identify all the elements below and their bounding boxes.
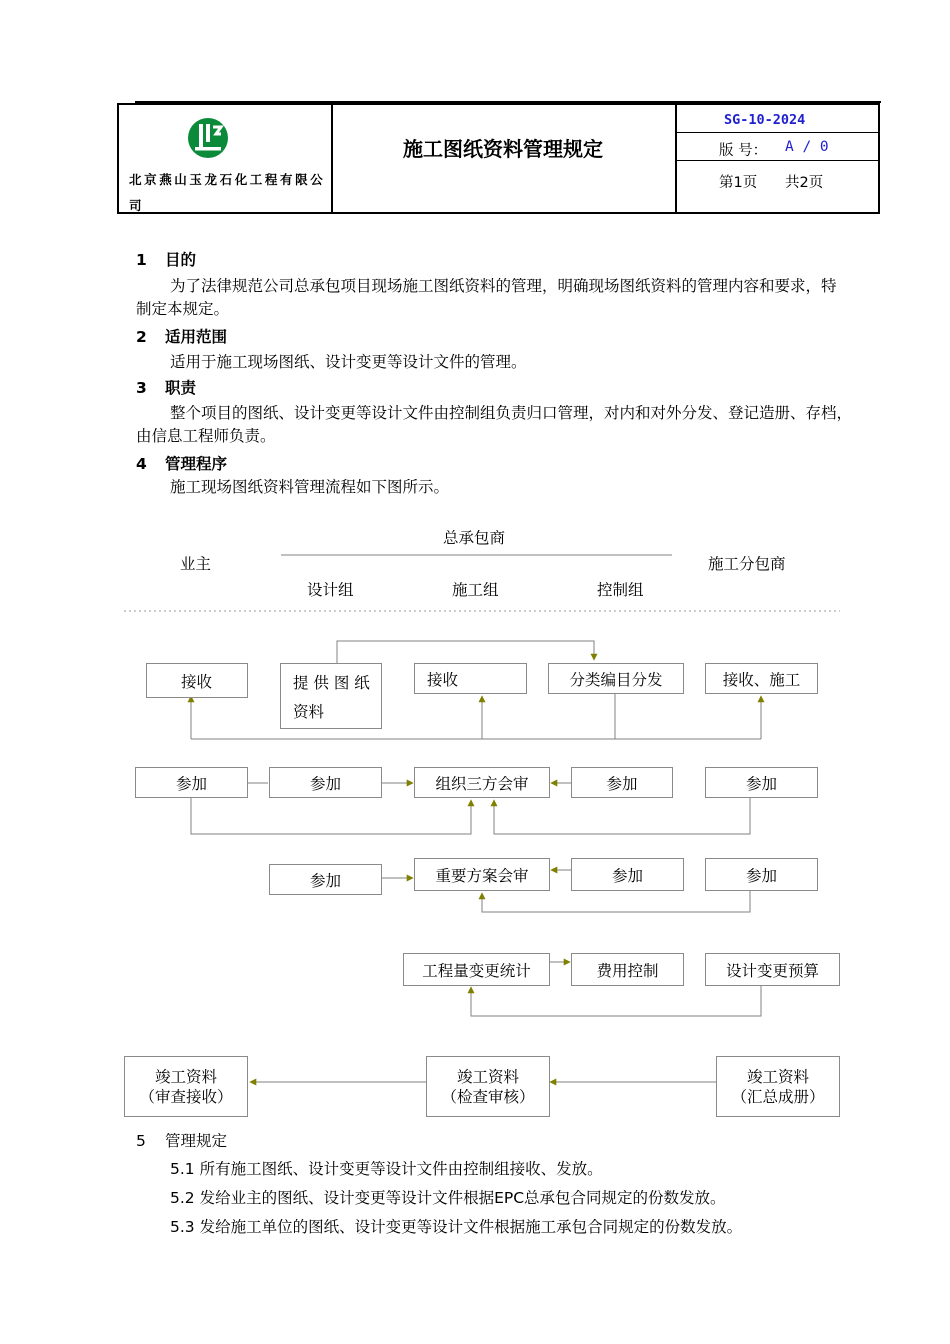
control-distribute-box: 分类编目分发 bbox=[548, 663, 684, 694]
owner-completion-line-1: 竣工资料 bbox=[154, 1067, 217, 1086]
flow-header-control-group: 控制组 bbox=[597, 581, 644, 599]
section-title: 职责 bbox=[165, 379, 197, 397]
subcontractor-join-box: 参加 bbox=[705, 767, 818, 798]
section-title: 目的 bbox=[165, 251, 197, 269]
section-1-text-1: 为了法律规范公司总承包项目现场施工图纸资料的管理，明确现场图纸资料的管理内容和要求，特 bbox=[170, 277, 837, 295]
construction-completion-docs-box bbox=[426, 1056, 550, 1117]
design-provide-drawings-box bbox=[280, 663, 382, 729]
organize-three-party-review-box: 组织三方会审 bbox=[414, 767, 550, 798]
owner-completion-docs-box bbox=[124, 1056, 248, 1117]
section-3-text-2: 由信息工程师负责。 bbox=[136, 427, 276, 445]
flow-header-construction-group: 施工组 bbox=[452, 581, 499, 599]
flow-header-design-group: 设计组 bbox=[307, 581, 354, 599]
version-value: A / 0 bbox=[785, 139, 829, 155]
section-number: 2 bbox=[136, 328, 147, 346]
subcontractor-completion-line-1: 竣工资料 bbox=[746, 1067, 809, 1086]
construction-completion-line-1: 竣工资料 bbox=[456, 1067, 519, 1086]
owner-join-box: 参加 bbox=[135, 767, 248, 798]
subcontractor-receive-box: 接收、施工 bbox=[705, 663, 818, 694]
control-join-box: 参加 bbox=[571, 767, 673, 798]
owner-completion-line-2: （审查接收） bbox=[139, 1087, 233, 1106]
design-join-review-box: 参加 bbox=[269, 864, 382, 895]
design-provide-line-2: 资料 bbox=[293, 703, 325, 721]
control-join-review-box: 参加 bbox=[571, 858, 684, 891]
version-label: 版 号： bbox=[719, 143, 768, 159]
section-5-item-3: 5.3 发给施工单位的图纸、设计变更等设计文件根据施工承包合同规定的份数发放。 bbox=[170, 1218, 743, 1236]
flow-header-general-contractor: 总承包商 bbox=[443, 529, 506, 547]
section-number: 5 bbox=[136, 1132, 146, 1150]
section-title: 管理程序 bbox=[165, 455, 228, 473]
document-title: 施工图纸资料管理规定 bbox=[403, 137, 603, 161]
page-total: 共2页 bbox=[785, 175, 824, 191]
company-name: 北京燕山玉龙石化工程有限公司 bbox=[129, 172, 326, 213]
section-number: 4 bbox=[136, 455, 147, 473]
section-title: 管理规定 bbox=[165, 1132, 228, 1150]
section-5-item-2: 5.2 发给业主的图纸、设计变更等设计文件根据EPC总承包合同规定的份数发放。 bbox=[170, 1189, 726, 1207]
section-number: 3 bbox=[136, 379, 147, 397]
section-2-text-1: 适用于施工现场图纸、设计变更等设计文件的管理。 bbox=[170, 353, 527, 371]
section-number: 1 bbox=[136, 251, 147, 269]
subcontractor-join-review-box: 参加 bbox=[705, 858, 818, 891]
subcontractor-completion-docs-box bbox=[716, 1056, 840, 1117]
important-plan-review-box: 重要方案会审 bbox=[414, 858, 550, 891]
design-provide-line-1: 提 供 图 纸 bbox=[293, 674, 370, 692]
section-4-text-1: 施工现场图纸资料管理流程如下图所示。 bbox=[170, 478, 450, 496]
page-current: 第1页 bbox=[719, 175, 758, 191]
construction-completion-line-2: （检查审核） bbox=[441, 1087, 535, 1106]
section-3-text-1: 整个项目的图纸、设计变更等设计文件由控制组负责归口管理，对内和对外分发、登记造册、存档， bbox=[170, 404, 853, 422]
construction-receive-box: 接收 bbox=[414, 663, 527, 694]
design-change-budget-box: 设计变更预算 bbox=[705, 953, 840, 986]
section-5-item-1: 5.1 所有施工图纸、设计变更等设计文件由控制组接收、发放。 bbox=[170, 1160, 603, 1178]
section-5-heading bbox=[136, 1129, 227, 1151]
document-code: SG-10-2024 bbox=[724, 112, 806, 128]
cost-control-box: 费用控制 bbox=[571, 953, 684, 986]
section-title: 适用范围 bbox=[165, 328, 228, 346]
quantity-change-stats-box: 工程量变更统计 bbox=[403, 953, 550, 986]
design-join-box: 参加 bbox=[269, 767, 382, 798]
subcontractor-completion-line-2: （汇总成册） bbox=[731, 1087, 825, 1106]
flow-header-owner: 业主 bbox=[180, 555, 212, 573]
section-1-text-2: 制定本规定。 bbox=[136, 300, 230, 318]
owner-receive-box: 接收 bbox=[146, 663, 248, 698]
flow-header-subcontractor: 施工分包商 bbox=[708, 555, 786, 573]
